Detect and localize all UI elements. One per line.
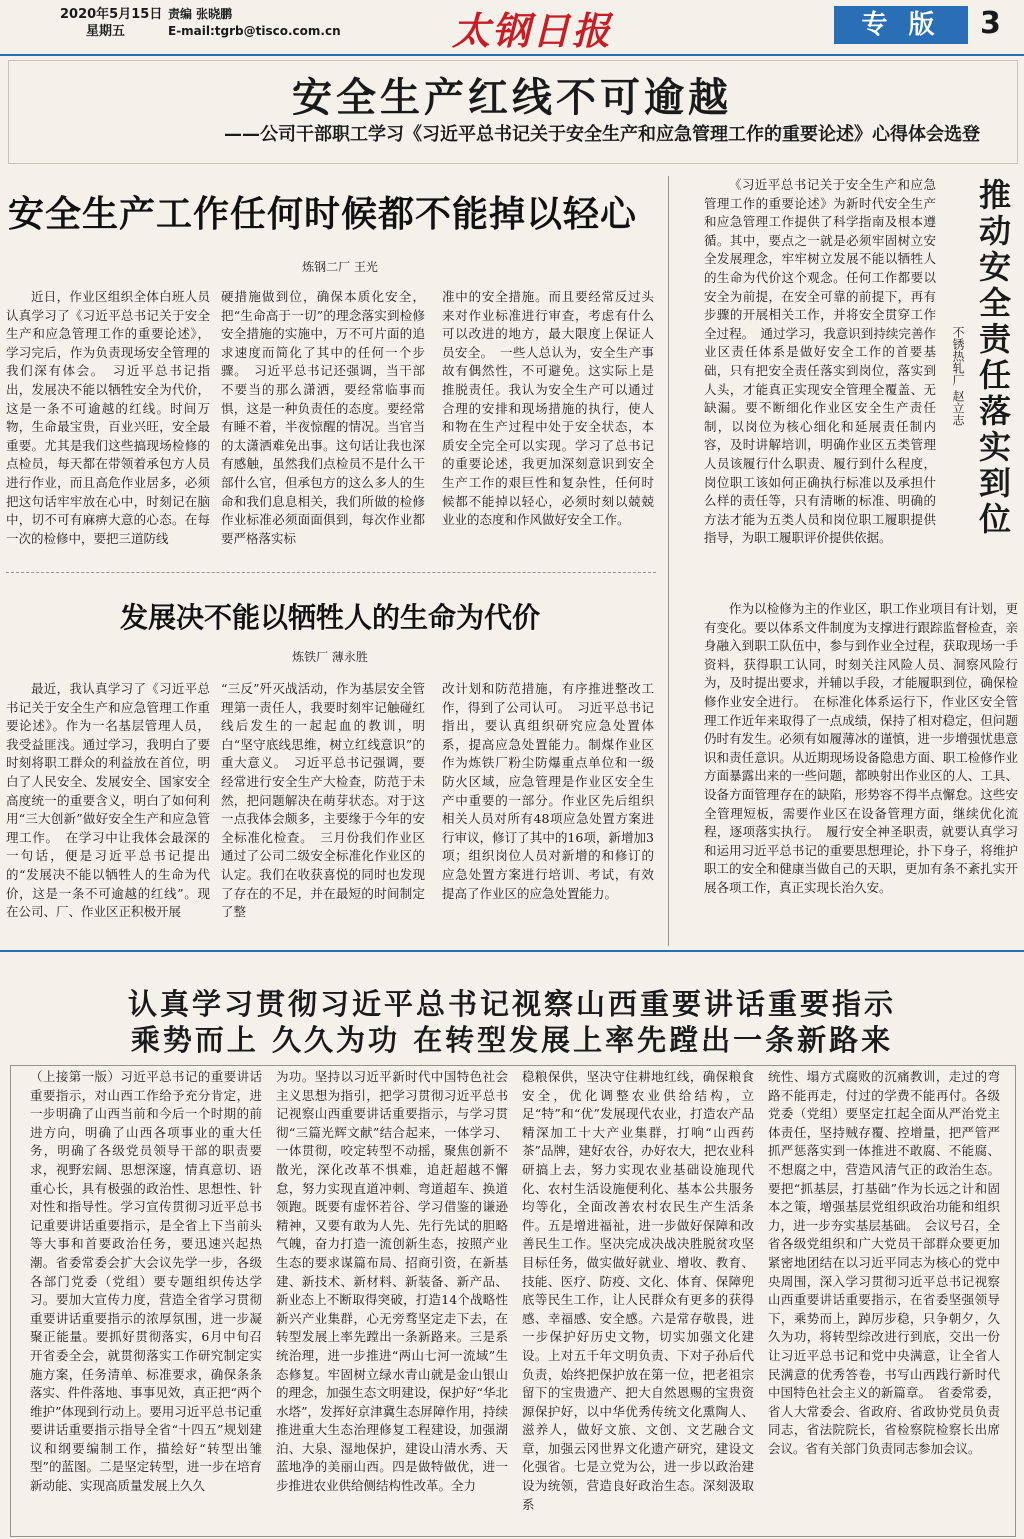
article2-col2-text: “三反”歼灭战活动，作为基层安全管理第一责任人，我要时刻牢记触碰红线后发生的一起起血的教训，明白“坚守底线思维，树立红线意识”的重大意义。 习近平总书记强调，要经常进行安全生产大检查，防范于未然，把问题解决在萌芽状态。对于这一点我体会颇多，主要缘于今年的安全标准化检查。 三月份我们作业区通过了公司二级安全标准化作业区的认定。我们在收获喜悦的同时也发现了存在的不足，并在最短的时间制定了整 [221, 681, 425, 920]
article3-title: 推动安全责任落实到位 [974, 178, 1012, 538]
issue-date [60, 6, 162, 40]
article3-bottom [704, 600, 1018, 930]
lower-title-line1: 认真学习贯彻习近平总书记视察山西重要讲话重要指示 [127, 987, 896, 1021]
article2-col1 [6, 680, 210, 930]
lower-title-line2: 乘势而上 久久为功 在转型发展上率先蹚出一条新路来 [130, 1023, 894, 1057]
editor-name: 责编 张晓鹏 [168, 7, 233, 21]
column-divider [668, 176, 669, 946]
editor-info [168, 6, 341, 40]
article2-col3-text: 改计划和防范措施，有序推进整改工作，得到了公司认可。 习近平总书记指出，要认真组织研究应急处置体系，提高应急处置能力。制煤作业区作为炼铁厂粉尘防爆重点单位和一级防火区域，应急管理是作业区安全生产中重要的一部分。作业区先后组织相关人员对所有48项应急处置方案进行审议，修订了其中的16项，新增加3项；组织岗位人员对新增的和修订的应急处置方案进行培训、考试，有效提高了作业区的应急处置能力。 [442, 681, 654, 901]
article2-col1-text: 最近，我认真学习了《习近平总书记关于安全生产和应急管理工作重要论述》。作为一名基层管理人员，我受益匪浅。通过学习，我明白了要时刻将职工群众的利益放在首位，明白了人民安全、发展安全、国家安全高度统一的重要含义，明白了如何利用“三大创新”做好安全生产和应急管理工作。 在学习中让我体会最深的一句话，便是习近平总书记提出的“发展决不能以牺牲人的生命为代价，这是一条不可逾越的红线”。现在公司、厂、作业区正积极开展 [6, 681, 210, 920]
article2-title: 发展决不能以牺牲人的生命为代价 [119, 601, 540, 634]
newspaper-logo: 太钢日报 [452, 8, 613, 53]
masthead-divider [0, 54, 1024, 56]
article1-title: 安全生产工作任何时候都不能掉以轻心 [8, 193, 638, 235]
article2-col3 [442, 680, 654, 930]
article1-col3-text: 准中的安全措施。而且要经常反过头来对作业标准进行审查，考虑有什么可以改进的地方，最大限度上保证人员安全。 一些人总认为，安全生产事故有偶然性，不可避免。这实际上是推脱责任。我认为安全生产可以通过合理的安排和现场措施的执行，使人和物在生产过程中处于安全状态，本质安全完全可以实现。学习了总书记的重要论述，我更加深刻意识到安全生产工作的艰巨性和复杂性，任何时候都不能掉以轻心，必须时刻以兢兢业业的态度和作风做好安全工作。 [442, 289, 654, 528]
banner-subtitle: ——公司干部职工学习《习近平总书记关于安全生产和应急管理工作的重要论述》心得体会选登 [224, 124, 980, 145]
article2-col2 [221, 680, 425, 930]
article-separator [6, 572, 656, 573]
lower-col3-text: 稳粮保供，坚决守住耕地红线，确保粮食安全，优化调整农业供给结构，立足“特”和“优”发展现代农业，打造农产品精深加工十大产业集群，打响“山西药茶”品牌，建好农谷，办好农大，把农业科研搞上去，努力实现农业基础设施现代化、农村生活设施便利化、基本公共服务均等化，全面改善农村农民生产生活条件。五是增进福祉，进一步做好保障和改善民生工作。坚决完成决战决胜脱贫攻坚目标任务，做实做好就业、增收、教育、技能、医疗、防疫、文化、体育、保障兜底等民生工作，让人民群众有更多的获得感、幸福感、安全感。六是常存敬畏，进一步保护好历史文物，切实加强文化建设。上对五千年文明负责、下对子孙后代负责，始终把保护放在第一位，把老祖宗留下的宝贵遗产、把大自然恩赐的宝贵资源保护好，以中华优秀传统文化熏陶人、滋养人，做好文旅、文创、文艺融合文章，加强云冈世界文化遗产研究，建设文化强省。七是立党为公，进一步以政治建设为统领，营造良好政治生态。深刻汲取系 [522, 1069, 754, 1512]
article3-byline: 不锈热轧厂 赵立志 [951, 326, 965, 426]
lower-col2-text: 为功。坚持以习近平新时代中国特色社会主义思想为指引，把学习贯彻习近平总书记视察山西重要讲话重要指示，与学习贯彻“三篇光辉文献”结合起来，一体学习、一体贯彻，咬定转型不动摇，聚焦创新不散光，深化改革不惧难，追赶超越不懈怠，努力实现直道冲刺、弯道超车、换道领跑。既要有虚怀若谷、学习借鉴的谦逊精神，又要有敢为人先、先行先试的胆略气魄，奋力打造一流创新生态，按照产业生态的要求谋篇布局、招商引资，在新基建、新技术、新材料、新装备、新产品、新业态上不断取得突破，打造14个战略性新兴产业集群，心无旁骛坚定走下去，在转型发展上率先蹚出一条新路来。三是系统治理，进一步推进“两山七河一流域”生态修复。牢固树立绿水青山就是金山银山的理念，加强生态文明建设，保护好“华北水塔”，发挥好京津冀生态屏障作用，持续推进重大生态治理修复工程建设，加强湖泊、大泉、湿地保护，建设山清水秀、天蓝地净的美丽山西。四是做特做优，进一步推进农业供给侧结构性改革。全力 [276, 1069, 508, 1494]
date-text: 2020年5月15日 [60, 7, 163, 22]
lower-col4 [768, 1068, 1000, 1520]
lower-col1 [30, 1068, 262, 1520]
article3-top-text: 《习近平总书记关于安全生产和应急管理工作的重要论述》为新时代安全生产和应急管理工作提供了科学指南及根本遵循。其中，要点之一就是必须牢固树立安全发展理念，牢牢树立发展不能以牺牲人的生命为代价这个观念。任何工作都要以安全为前提，在安全可靠的前提下，再有步骤的开展相关工作，并将安全贯穿工作全过程。 通过学习，我意识到持续完善作业区责任体系是做好安全工作的首要基础，只有把安全责任落实到岗位，落实到人头，才能真正实现安全管理全覆盖、无缺漏。要不断细化作业区安全生产责任制，以岗位为核心细化和延展责任制内容，及时讲解培训，明确作业区五类管理人员该履行什么职责、履行到什么程度，岗位职工该如何正确执行标准以及承担什么样的责任等，只有清晰的标准、明确的方法才能为五类人员和岗位职工履职提供指导，为职工履职评价提供依据。 [704, 177, 936, 546]
lower-col1-text: （上接第一版）习近平总书记的重要讲话重要指示，对山西工作给予充分肯定，进一步明确了山西当前和今后一个时期的前进方向，明确了山西各项事业的重大任务，明确了各级党员领导干部的职责要求，视野宏阔、思想深邃，情真意切、语重心长，具有极强的政治性、思想性、针对性和指导性。学习宣传贯彻习近平总书记重要讲话重要指示，是全省上下当前头等大事和首要政治任务，要迅速兴起热潮。省委常委会扩大会议先学一步，各级各部门党委（党组）要专题组织传达学习。要加大宣传力度，营造全省学习贯彻重要讲话重要指示的浓厚氛围，进一步凝聚正能量。要抓好贯彻落实，6月中旬召开省委全会，就贯彻落实工作研究制定实施方案，任务清单、标准要求，确保条条落实、件件落地、事事见效，真正把“两个维护”体现到行动上。要用习近平总书记重要讲话重要指示指导全省“十四五”规划建议和纲要编制工作，描绘好“转型出雏型”的蓝图。二是坚定转型，进一步在培育新动能、实现高质量发展上久久 [30, 1069, 262, 1494]
lower-col4-text: 统性、塌方式腐败的沉痛教训，走过的弯路不能再走，付过的学费不能再付。各级党委（党组）要坚定扛起全面从严治党主体责任，坚持贼存覆、控增量，把严管严抓严惩落实到一体推进不敢腐、不能腐、不想腐之中，营造风清气正的政治生态。要把“抓基层，打基础”作为长远之计和固本之策，增强基层党组织政治功能和组织力，进一步夯实基层基础。 会议号召，全省各级党组织和广大党员干部群众要更加紧密地团结在以习近平同志为核心的党中央周围，深入学习贯彻习近平总书记视察山西重要讲话重要指示，在省委坚强领导下，乘势而上，踔厉步稳，只争朝夕，久久为功，将转型综改进行到底，交出一份让习近平总书记和党中央满意，让全省人民满意的优秀答卷，书写山西践行新时代中国特色社会主义的新篇章。 省委常委，省人大常委会、省政府、省政协党员负责同志，省法院院长，省检察院检察长出席会议。省有关部门负责同志参加会议。 [768, 1069, 1000, 1456]
article1-byline: 炼钢二厂 王光 [302, 260, 378, 274]
article3-bottom-text: 作为以检修为主的作业区，职工作业项目有计划，更有变化。要以体系文件制度为支撑进行跟踪监督检查，亲身融入到职工队伍中，参与到作业全过程，获取现场一手资料，获得职工认同，时刻关注风险人员、洞察风险行为，及时提出要求，并辅以手段，才能履职到位，确保检修作业安全进行。 在标准化体系运行下，作业区安全管理工作近年来取得了一点成绩，保持了相对稳定，但问题仍时有发生。必须有如履薄冰的谨慎，进一步增强忧患意识和责任意识。从近期现场设备隐患方面、职工检修作业方面暴露出来的一些问题，都映射出作业区的人、工具、设备方面管理存在的缺陷，形势容不得半点懈怠。这些安全管理短板，需要作业区在设备管理方面，继续优化流程，逐项落实执行。 履行安全神圣职责，就要认真学习和运用习近平总书记的重要思想理论，扑下身子，将维护职工的安全和健康当做自己的天职，更加有条不紊扎实开展各项工作，真正实现长治久安。 [704, 601, 1018, 895]
article1-col1 [6, 288, 210, 556]
lower-col3 [522, 1068, 754, 1520]
article1-col1-text: 近日，作业区组织全体白班人员认真学习了《习近平总书记关于安全生产和应急管理工作的重要论述》，学习完后，作为负责现场安全管理的我们深有体会。 习近平总书记指出，发展决不能以牺牲安全为代价，这是一条不可逾越的红线。时间万物，生命最宝贵，百业兴旺，安全最重要。尤其是我们这些搞现场检修的点检员，每天都在带领着承包方人员进行作业，而且高危作业居多，必须把这句话牢牢放在心中，时刻记在脑中，切不可有麻痹大意的心态。在每一次的检修中，要把三道防线 [6, 289, 210, 546]
lower-col2 [276, 1068, 508, 1520]
section-tag: 专 版 [834, 6, 968, 44]
editor-email[interactable]: E-mail:tgrb@tisco.com.cn [168, 24, 341, 38]
article2-byline: 炼铁厂 薄永胜 [292, 650, 368, 664]
banner-title: 安全生产红线不可逾越 [292, 75, 732, 121]
article1-col2-text: 硬措施做到位，确保本质化安全，把“生命高于一切”的理念落实到检修安全措施的实施中，万不可片面的追求速度而简化了其中的任何一个步骤。 习近平总书记还强调，当干部不要当的那么潇洒，要经常临事而惧，这是一种负责任的态度。要经常有睡不着，半夜惊醒的情况。当官当的太潇洒难免出事。这句话让我也深有感触，虽然我们点检员不是什么干部什么官，但承包方的这么多人的生命和我们息息相关，我们所做的检修作业标准必须面面俱到，每次作业都要严格落实标 [221, 289, 425, 546]
article3-top [704, 176, 936, 596]
section-divider [0, 950, 1024, 952]
page-number: 3 [980, 6, 1001, 41]
article1-col2 [221, 288, 425, 556]
weekday-text: 星期五 [86, 24, 126, 39]
article1-col3 [442, 288, 654, 556]
